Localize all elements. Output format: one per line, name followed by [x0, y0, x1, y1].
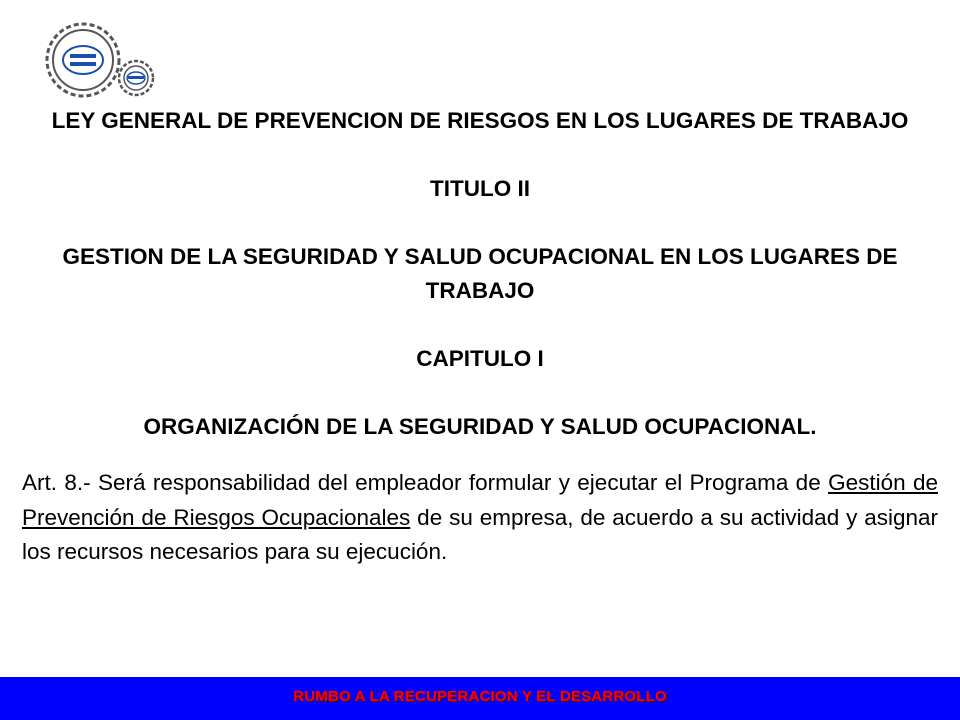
chapter-name: ORGANIZACIÓN DE LA SEGURIDAD Y SALUD OCUPACIONAL. — [143, 414, 817, 439]
law-title: LEY GENERAL DE PREVENCION DE RIESGOS EN LOS LUGARES DE TRABAJO — [51, 108, 909, 133]
chapter-heading: CAPITULO I — [416, 346, 544, 371]
title-heading: TITULO II — [430, 176, 530, 201]
gear-seal-icon — [28, 14, 158, 106]
camera-seal-logo — [28, 14, 158, 106]
footer-slogan: RUMBO A LA RECUPERACION Y EL DESARROLLO — [293, 688, 667, 705]
article-text-before: Art. 8.- Será responsabilidad del empleador formular y ejecutar el Programa de — [22, 470, 829, 495]
program-name-underlined: Gestión de Prevención de Riesgos Ocupacionales — [22, 470, 938, 530]
article-text-after: de su empresa, de acuerdo a su actividad y asignar los recursos necesarios para su ejecución. — [22, 504, 938, 564]
title-name: GESTION DE LA SEGURIDAD Y SALUD OCUPACIONAL EN LOS LUGARES DE TRABAJO — [62, 244, 898, 303]
document-body — [22, 104, 938, 570]
article-8-paragraph — [22, 466, 938, 570]
